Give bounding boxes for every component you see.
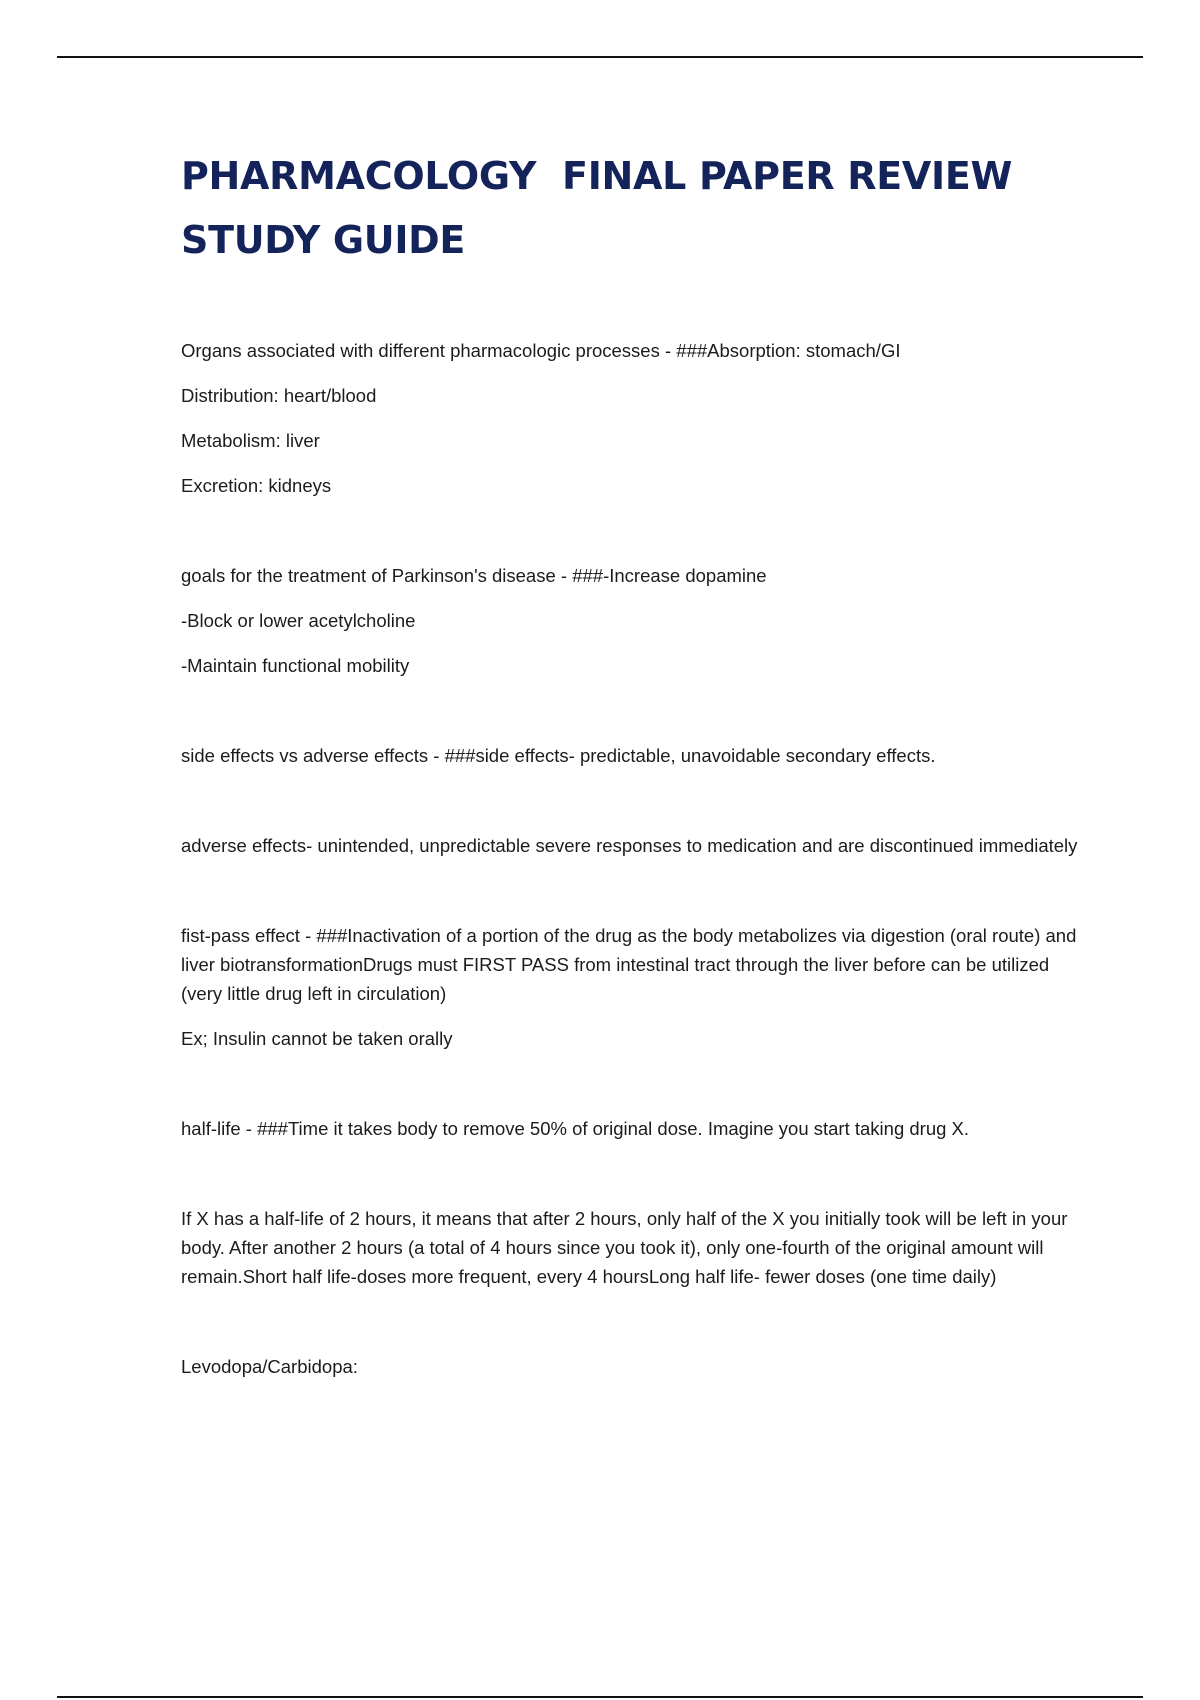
section-side-effects [181,741,1081,770]
paragraph: side effects vs adverse effects - ###side effects- predictable, unavoidable secondary effects. [181,745,936,766]
paragraph: half-life - ###Time it takes body to remove 50% of original dose. Imagine you start taking drug X. [181,1118,970,1139]
section-spacer [181,1307,1081,1352]
top-divider [57,56,1143,58]
section-half-life [181,1114,1081,1143]
paragraph: -Maintain functional mobility [181,655,410,676]
paragraph: -Block or lower acetylcholine [181,610,416,631]
section-adverse-effects [181,831,1081,860]
section-spacer [181,876,1081,921]
document-body [181,336,1081,1397]
paragraph: Organs associated with different pharmacologic processes - ###Absorption: stomach/GI [181,340,901,361]
section-first-pass [181,921,1081,1053]
paragraph: fist-pass effect - ###Inactivation of a portion of the drug as the body metabolizes via digestion (oral route) and liver biotransformationDrugs must FIRST PASS from intestinal tract through the liver before can be utilized (very little drug left in circulation) [181,925,1082,1004]
paragraph: adverse effects- unintended, unpredictable severe responses to medication and are discontinued immediately [181,835,1078,856]
document-title: PHARMACOLOGY FINAL PAPER REVIEW STUDY GUIDE [181,154,1013,262]
section-spacer [181,516,1081,561]
paragraph: Excretion: kidneys [181,475,332,496]
section-spacer [181,1069,1081,1114]
paragraph: If X has a half-life of 2 hours, it means that after 2 hours, only half of the X you initially took will be left in your body. After another 2 hours (a total of 4 hours since you took it), only one-fourth of the original amount will remain.Short half life-doses more frequent, every 4 hoursLong half life- fewer doses (one time daily) [181,1208,1073,1287]
paragraph: Distribution: heart/blood [181,385,377,406]
bottom-divider [57,1696,1143,1698]
section-spacer [181,696,1081,741]
paragraph: Levodopa/Carbidopa: [181,1356,358,1377]
section-levodopa [181,1352,1081,1381]
section-organs [181,336,1081,500]
section-spacer [181,1159,1081,1204]
section-parkinsons [181,561,1081,680]
paragraph: Ex; Insulin cannot be taken orally [181,1028,453,1049]
section-spacer [181,786,1081,831]
section-half-life-example [181,1204,1081,1291]
paragraph: goals for the treatment of Parkinson's disease - ###-Increase dopamine [181,565,767,586]
paragraph: Metabolism: liver [181,430,320,451]
